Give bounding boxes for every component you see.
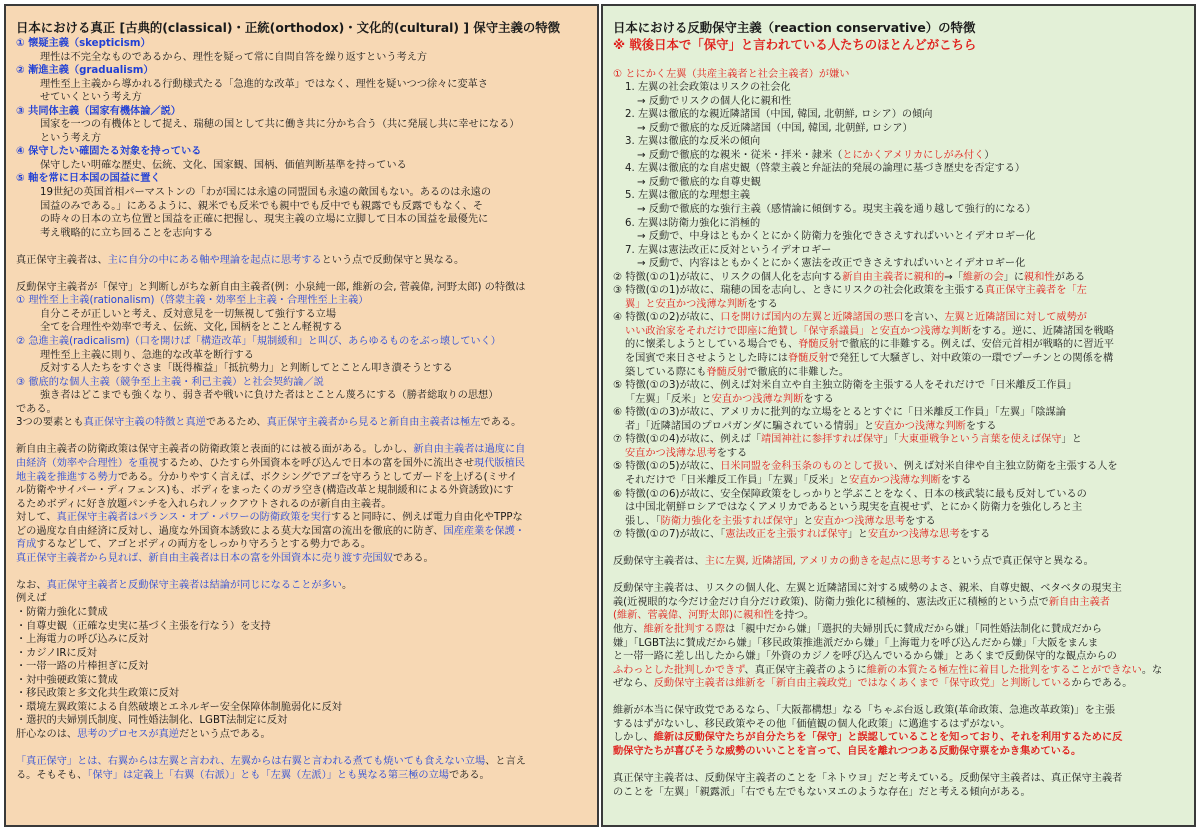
text-segment: で徹底的に非難する。例えば、安倍元首相が戦略的に習近平 (838, 339, 1114, 351)
text-segment: と一帯一路に差し出したから嫌」「外資のカジノを呼び込んでいるから嫌」とあくまで反動保守的な観点からの (613, 651, 1117, 663)
text-segment: ⑦ 特徴(①の4)が故に、例えば「 (613, 434, 761, 446)
text-line (16, 78, 587, 92)
text-segment: ⑥ 特徴(①の3)が故に、アメリカに批判的な立場をとるとすぐに「日米離反工作員」「左翼」「陰謀論 (613, 407, 1066, 419)
text-segment: がある (1054, 271, 1086, 283)
paragraph-spacer (16, 565, 587, 579)
text-line (613, 393, 1184, 407)
text-line (16, 159, 587, 173)
text-line (613, 298, 1184, 312)
text-line (16, 213, 587, 227)
text-segment: 自分こそが正しいと考え、反対意見を一切無視して強行する立場 (40, 308, 337, 320)
text-segment: 保守したい明確な歴史、伝統、文化、国家観、国柄、価値判断基準を持っている (40, 159, 407, 171)
text-segment: は「親中だから嫌」「選択的夫婦別氏に賛成だから嫌」「同性婚法制化に賛成だから (725, 623, 1102, 635)
text-line (613, 420, 1184, 434)
text-line (16, 633, 587, 647)
text-line (613, 718, 1184, 732)
text-segment: 真正保守主義者は、 (16, 254, 108, 266)
text-line (613, 460, 1184, 474)
text-line (613, 704, 1184, 718)
highlighted-text: ④ 保守したい確固たる対象を持っている (16, 146, 202, 158)
highlighted-text: 大東亜戦争という言葉を使えば保守 (898, 434, 1062, 446)
text-segment: →「 (944, 271, 963, 283)
text-line (16, 484, 587, 498)
text-line (16, 443, 587, 457)
highlighted-text: 脊髄反射 (798, 339, 839, 351)
text-segment: 理性至上主義に則り、急進的な改革を断行する (40, 349, 254, 361)
text-segment: である。 (448, 769, 490, 781)
text-line (16, 687, 587, 701)
text-line (613, 474, 1184, 488)
text-line (16, 620, 587, 634)
text-segment: 理性は不完全なものであるから、理性を疑って常に自問自答を繰り返すという考え方 (40, 51, 428, 63)
text-line (16, 552, 587, 566)
text-line (16, 660, 587, 674)
text-line (613, 772, 1184, 786)
text-segment: 反動保守主義者が「保守」と判断しがちな新自由主義者(例：小泉純一郎, 維新の会, 菅義偉, 河野太郎) の特徴は (16, 281, 526, 293)
highlighted-text: 真正保守主義者と反動保守主義者は結論が同じになることが多い (46, 579, 342, 591)
highlighted-text: 新自由主義者に親和的 (842, 271, 945, 283)
text-line (16, 132, 587, 146)
text-line (613, 515, 1184, 529)
text-line (16, 91, 587, 105)
text-segment: 肝心なのは、 (16, 728, 78, 740)
text-segment: だという点である。 (179, 728, 271, 740)
highlighted-text: ③ 共同体主義（国家有機体論／説） (16, 105, 181, 117)
text-segment: 反対する人たちをすぐさま「既得権益」「抵抗勢力」と判断してとことん叩き潰そうとする (40, 363, 453, 375)
highlighted-text: ① 理性至上主義(rationalism)（啓蒙主義・効率至上主義・合理性至上主義） (16, 295, 369, 307)
highlighted-text: 主に自分の中にある軸や理論を起点に思考する (107, 254, 322, 266)
text-segment: をする (940, 474, 972, 486)
highlighted-text: 真正保守主義者を「左 (984, 285, 1087, 297)
text-segment: 。な (1141, 664, 1163, 676)
text-line (613, 731, 1184, 745)
text-segment: ・上海電力の呼び込みに反対 (16, 634, 149, 646)
text-segment: ・移民政策と多文化共生政策に反対 (16, 688, 179, 700)
text-line (16, 321, 587, 335)
highlighted-text: 安直かつ浅薄な判断 (711, 393, 804, 405)
paragraph-spacer (16, 741, 587, 755)
text-line (16, 457, 587, 471)
text-segment: をする (965, 420, 997, 432)
text-line (613, 203, 1184, 217)
text-segment: 4. 左翼は徹底的な自虐史観（啓蒙主義と弁証法的発展の論理に基づき歴史を否定する） (625, 163, 1026, 175)
text-line (16, 674, 587, 688)
highlighted-text: 維新の本質たる極左性に着目した批判をすることができない (866, 664, 1142, 676)
text-segment: ・対中強硬政策に賛成 (16, 674, 118, 686)
text-segment: 、と言え (485, 755, 526, 767)
highlighted-text: 育成 (16, 539, 37, 551)
text-segment: するなどして、アゴとボディの両方をしっかり守ろうとする勢力である。 (36, 539, 372, 551)
text-line (613, 433, 1184, 447)
text-segment: 他方、 (613, 623, 644, 635)
text-segment: 対して、 (16, 512, 57, 524)
text-segment: ・環境左翼政策による自然破壊とエネルギー安全保障体制脆弱化に反対 (16, 701, 342, 713)
text-segment: 真正保守主義者は、反動保守主義者のことを「ネトウヨ」だと考えている。反動保守主義者は、真正保守主義者 (613, 772, 1123, 784)
highlighted-text: ② 漸進主義（gradualism） (16, 65, 154, 77)
text-segment: ② 特徴(①の1)が故に、リスクの個人化を志向する (613, 271, 843, 283)
text-segment: ③ 特徴(①の1)が故に、瑞穂の国を志向し、ときにリスクの社会化政策を主張する (613, 285, 985, 297)
text-line (613, 664, 1184, 678)
text-line (16, 647, 587, 661)
text-line (16, 64, 587, 78)
highlighted-text: 維新を批判する際 (643, 623, 726, 635)
text-segment: 2. 左翼は徹底的な親近隣諸国（中国, 韓国, 北朝鮮, ロシア）の傾向 (625, 109, 933, 121)
text-line (613, 582, 1184, 596)
text-line (613, 244, 1184, 258)
text-line (613, 257, 1184, 271)
text-segment: 1. 左翼の社会政策はリスクの社会化 (625, 82, 791, 94)
text-segment: ⑥ 特徴(①の6)が故に、安全保障政策をしっかりと学ぶことをなく、日本の核武装に最も反対しているの (613, 488, 1087, 500)
text-segment: するはずがないし、移民政策やその他「価値観の個人化政策」に邁進するはずがない。 (613, 718, 1011, 730)
highlighted-text: 「保守」は定義上「右翼（右派）」とも「左翼（左派）」とも異なる第三極の立場 (87, 769, 449, 781)
text-segment: からである。 (1071, 678, 1133, 690)
text-line (613, 135, 1184, 149)
text-line (613, 311, 1184, 325)
text-segment: 嫌」「LGBT法に賛成だから嫌」「移民政策推進派だから嫌」「上海電力を呼び込んだから嫌」「大阪をまんま (613, 637, 1099, 649)
highlighted-text: ② 急進主義(radicalism)（口を開けば「構造改革」「規制緩和」と叫び、あらゆるものをぶっ壊していく） (16, 336, 501, 348)
right-panel-reaction-conservatism (601, 4, 1196, 827)
text-segment: ・一帯一路の片棒担ぎに反対 (16, 661, 149, 673)
text-segment: 築している際にも (625, 366, 707, 378)
text-segment: 反動保守主義者は、 (613, 556, 705, 568)
text-line (613, 677, 1184, 691)
highlighted-text: 靖国神社に参拝すれば保守 (761, 434, 884, 446)
text-line (16, 118, 587, 132)
highlighted-text: ① 懐疑主義（skepticism） (16, 38, 151, 49)
text-line (16, 335, 587, 349)
highlighted-text: 口を開けば国内の左翼と近隣諸国の悪口 (720, 312, 904, 324)
text-line (16, 606, 587, 620)
highlighted-text: 新自由主義者 (1048, 596, 1110, 608)
text-segment: 3. 左翼は徹底的な反米の傾向 (625, 136, 761, 148)
highlighted-text: 真正保守主義者はバランス・オブ・パワーの防衛政策を実行 (56, 512, 331, 524)
highlighted-text: 憲法改正を主張すれば保守 (725, 529, 848, 541)
highlighted-text: 主に左翼, 近隣諸国, アメリカの動きを起点に思考する (704, 556, 952, 568)
text-segment: 張し、「 (625, 515, 661, 527)
text-segment: をする (716, 447, 748, 459)
text-line (613, 488, 1184, 502)
paragraph-spacer (613, 569, 1184, 583)
text-line (16, 51, 587, 65)
text-segment: ・防衛力強化に賛成 (16, 606, 108, 618)
highlighted-text: 現代版植民 (474, 457, 525, 469)
text-line (613, 230, 1184, 244)
text-line (613, 596, 1184, 610)
text-line (16, 701, 587, 715)
highlighted-text: 脊髄反射 (788, 353, 829, 365)
text-segment: をする (959, 529, 991, 541)
text-segment: → 反動で徹底的な強行主義（感情論に傾倒する。現実主義を通り越して強行的になる） (637, 204, 1036, 216)
text-line (16, 728, 587, 742)
text-segment: ⑤ 特徴(①の3)が故に、例えば対米自立や自主独立防衛を主張する人をそれだけで「日米離反工作員」 (613, 380, 1077, 392)
text-line (16, 186, 587, 200)
text-line (16, 172, 587, 186)
text-segment: 維新が本当に保守政党であるなら、「大阪都構想」なる「ちゃぶ台返し政策(革命政策、急進改革政策)」を主張 (613, 705, 1116, 717)
highlighted-text: ① とにかく左翼（共産主義者と社会主義者）が嫌い (613, 68, 850, 80)
text-segment: 」と (793, 515, 814, 527)
highlighted-text: ⑤ 軸を常に日本国の国益に置く (16, 173, 161, 185)
text-line (16, 294, 587, 308)
highlighted-text: 日米同盟を金科玉条のものとして扱い (720, 461, 894, 473)
text-line (16, 281, 587, 295)
text-line (613, 284, 1184, 298)
text-segment: 国益のみである。」にあるように、親米でも反米でも親中でも反中でも親露でも反露でもなく、そ (40, 200, 483, 212)
text-line (613, 786, 1184, 800)
text-segment: 理性至上主義から導かれる行動様式たる「急進的な改革」ではなく、理性を疑いつつ徐々に変革さ (40, 78, 489, 90)
paragraph-spacer (613, 542, 1184, 556)
text-segment: なお、 (16, 579, 47, 591)
text-segment: である。分かりやすく言えば、ボクシングでアゴを守ろうとしてガードを上げる(ミサイ (117, 471, 518, 483)
text-segment: 反動保守主義者は、リスクの個人化、左翼と近隣諸国に対する威勢のよさ、親米、自尊史観、ベタベタの現実主 (613, 583, 1122, 595)
text-line (613, 623, 1184, 637)
text-segment: をする (905, 515, 936, 527)
text-line (613, 81, 1184, 95)
text-line (613, 176, 1184, 190)
text-segment: 全てを合理性や効率で考え、伝統、文化, 国柄をとことん軽視する (40, 322, 343, 334)
text-line (613, 95, 1184, 109)
text-segment: の時々の日本の立ち位置と国益を正確に把握し、現実主義の立場に立脚して日本の国益を最優先に (40, 214, 489, 226)
highlighted-text: 防衛力強化を主張すれば保守 (660, 515, 794, 527)
paragraph-spacer (16, 240, 587, 254)
highlighted-text: 新自由主義者は過度に自 (413, 444, 526, 456)
text-line (613, 406, 1184, 420)
text-segment: である。 (480, 417, 522, 429)
text-line (16, 714, 587, 728)
highlighted-text: 真正保守主義者から見ると新自由主義者は極左 (266, 417, 481, 429)
text-segment: るためボディに好き放題パンチを入れられノックアウトされるのが新自由主義者。 (16, 498, 392, 510)
text-segment: 7. 左翼は憲法改正に反対というイデオロギー (625, 244, 832, 256)
text-segment: ） (984, 149, 995, 161)
text-line (16, 37, 587, 51)
text-segment: 」と (847, 529, 868, 541)
paragraph-spacer (613, 691, 1184, 705)
highlighted-text: 安直かつ浅薄な判断 (849, 474, 941, 486)
text-segment: という点で反動保守と異なる。 (321, 254, 465, 266)
left-panel-title: 日本における真正 [古典的(classical)・正統(orthodox)・文化的(cultural) ] 保守主義の特徴 (16, 20, 561, 35)
text-segment: を国賓で来日させようとした時には (625, 353, 788, 365)
text-line (613, 352, 1184, 366)
text-segment: 」に (1003, 271, 1025, 283)
highlighted-text: ふわっとした批判しかできず (613, 664, 745, 676)
highlighted-text: 反動保守主義者は維新を「新自由主義政党」ではなくあくまで「保守政党」と判断している (653, 678, 1072, 690)
text-segment: ・カジノIRに反対 (16, 647, 97, 659)
text-line (613, 650, 1184, 664)
text-segment: を言い、 (903, 312, 945, 324)
right-panel-title: 日本における反動保守主義（reaction conservative）の特徴 (613, 20, 976, 35)
highlighted-text: 由経済（効率や合理性）を重視 (16, 457, 159, 469)
text-line (16, 362, 587, 376)
text-segment: 」「 (883, 434, 899, 446)
text-line (613, 501, 1184, 515)
text-segment: で発狂して大騒ぎし、対中政策の一環でプーチンとの関係を構 (828, 353, 1114, 365)
text-segment: せていくという考え方 (40, 92, 142, 104)
text-segment: 者」「近隣諸国のプロパガンダに騙されている情弱」と (625, 420, 875, 432)
text-segment: ⑦ 特徴(①の7)が故に、「 (613, 529, 726, 541)
text-line (613, 528, 1184, 542)
text-segment: 、真正保守主義者のように (744, 664, 867, 676)
highlighted-text: 国産産業を保護・ (443, 525, 525, 537)
right-panel-body (613, 54, 1184, 799)
text-line (16, 498, 587, 512)
highlighted-text: 左翼と近隣諸国に対して威勢が (944, 312, 1087, 324)
text-segment: であるため、 (205, 417, 267, 429)
highlighted-text: 地主義を推進する勢力 (16, 471, 118, 483)
text-segment: である。 (16, 403, 57, 415)
text-line (16, 471, 587, 485)
text-segment: それだけで「日米離反工作員」「左翼」「反米」と (625, 474, 850, 486)
text-segment: る。そもそも、 (16, 769, 88, 781)
text-segment: という点で真正保守と異なる。 (951, 556, 1094, 568)
text-line (16, 227, 587, 241)
text-line (16, 376, 587, 390)
text-segment: → 反動で徹底的な反近隣諸国（中国, 韓国, 北朝鮮, ロシア） (637, 122, 913, 134)
text-line (613, 366, 1184, 380)
text-line (16, 105, 587, 119)
highlighted-text: いい政治家をそれだけで即座に絶賛し「保守系議員」と安直かつ浅薄な判断 (625, 325, 972, 337)
text-segment: → 反動でリスクの個人化に親和性 (637, 95, 792, 107)
text-segment: 5. 左翼は徹底的な理想主義 (625, 190, 751, 202)
text-segment: をする (747, 298, 778, 310)
text-segment: をする。逆に、近隣諸国を戦略 (971, 325, 1114, 337)
text-line (613, 338, 1184, 352)
highlighted-text: 安直かつ浅薄な思考 (625, 447, 717, 459)
highlighted-text: 維新は反動保守たちが自分たちを「保守」と誤認していることを知っており、それを利用するために反 (653, 732, 1123, 744)
text-segment: である。 (392, 552, 434, 564)
text-line (613, 162, 1184, 176)
text-segment: どの過度な自由経済に反対し、過度な外国資本誘致による莫大な国富の流出を徹底的に防ぎ、 (16, 525, 444, 537)
highlighted-text: 翼」と安直かつ浅薄な判断 (625, 298, 748, 310)
text-line (613, 609, 1184, 623)
text-line (613, 217, 1184, 231)
text-segment: 的に懐柔しようとしている場合でも、 (625, 339, 799, 351)
text-segment: 」と (1061, 434, 1082, 446)
text-segment: ・選択的夫婦別氏制度、同性婚法制化、LGBT法制定に反対 (16, 715, 288, 727)
text-line (613, 379, 1184, 393)
highlighted-text: 維新の会 (962, 271, 1004, 283)
highlighted-text: 安直かつ浅薄な判断 (874, 420, 966, 432)
text-segment: 強き者はどこまでも強くなり、弱き者や戦いに負けた者はとことん蔑ろにする（勝者総取りの思想） (40, 390, 499, 402)
text-segment: しかし、 (613, 732, 654, 744)
text-segment: 国家を一つの有機体として捉え、瑞穂の国として共に働き共に分かち合う（共に発展し共に幸せになる） (40, 119, 520, 131)
text-line (613, 637, 1184, 651)
text-segment: は中国北朝鮮ロシアではなくアメリカであるという現実を直視せず、とにかく防衛力を強化しろと主 (625, 502, 1083, 514)
text-line (16, 308, 587, 322)
text-line (16, 769, 587, 783)
highlighted-text: 脊髄反射 (706, 366, 748, 378)
highlighted-text: 「真正保守」とは、右翼からは左翼と言われ、左翼からは右翼と言われる煮ても焼いても食えない立場 (16, 755, 486, 767)
text-line (16, 389, 587, 403)
highlighted-text: とにかくアメリカにしがみ付く (842, 149, 985, 161)
text-segment: ・自尊史観（正確な史実に基づく主張を行なう）を支持 (16, 620, 271, 632)
text-line (16, 416, 587, 430)
text-line (613, 68, 1184, 82)
text-segment: で徹底的に非難した。 (747, 366, 850, 378)
text-line (16, 538, 587, 552)
text-segment: 義(近視眼的な今だけ金だけ自分だけ政策)、防衛力強化に積極的、憲法改正に積極的という点で (613, 596, 1049, 608)
text-segment: ④ 特徴(①の2)が故に、 (613, 312, 721, 324)
text-line (16, 592, 587, 606)
paragraph-spacer (16, 430, 587, 444)
text-segment: ⑤ 特徴(①の5)が故に、 (613, 461, 721, 473)
text-segment: 新自由主義者の防衛政策は保守主義者の防衛政策と表面的には被る面がある。しかし、 (16, 444, 414, 456)
text-segment: のことを「左翼」「親露派」「右でも左でもないヌエのような存在」だと考える傾向がある。 (613, 786, 1031, 798)
highlighted-text: 真正保守主義の特徴と真逆 (83, 417, 206, 429)
text-line (16, 511, 587, 525)
highlighted-text: 思考のプロセスが真逆 (77, 728, 179, 740)
text-line (613, 447, 1184, 461)
text-segment: → 反動で徹底的な自尊史観 (637, 176, 761, 188)
highlighted-text: (維新、菅義偉、河野太郎)に親和性 (613, 610, 774, 622)
paragraph-spacer (16, 267, 587, 281)
text-line (613, 122, 1184, 136)
text-line (613, 108, 1184, 122)
left-panel-body (16, 37, 587, 782)
paragraph-spacer (613, 758, 1184, 772)
highlighted-text: 真正保守主義者から見れば、新自由主義者は日本の富を外国資本に売り渡す売国奴 (16, 552, 393, 564)
text-segment: → 反動で徹底的な親米・従米・拝米・隷米（ (637, 149, 843, 161)
highlighted-text: 動保守たちが喜びそうな威勢のいいことを言って、自民を離れつつある反動保守票をかき集めている。 (613, 745, 1082, 757)
highlighted-text: 親和性 (1024, 271, 1055, 283)
left-panel-classical-conservatism (4, 4, 599, 827)
text-line (16, 349, 587, 363)
right-panel-subtitle: ※ 戦後日本で「保守」と言われている人たちのほとんどがこちら (613, 37, 977, 52)
text-line (613, 189, 1184, 203)
text-line (613, 745, 1184, 759)
text-segment: → 反動で、内容はともかくとにかく憲法を改正できさえすればいいとイデオロギー化 (637, 258, 1026, 270)
paragraph-spacer (613, 54, 1184, 68)
highlighted-text: ③ 徹底的な個人主義（競争至上主義・利己主義）と社会契約論／説 (16, 376, 324, 388)
text-line (16, 145, 587, 159)
text-line (613, 271, 1184, 285)
text-line (16, 200, 587, 214)
text-segment: → 反動で、中身はともかくとにかく防衛力を強化できさえすればいいとイデオロギー化 (637, 231, 1036, 243)
text-line (613, 555, 1184, 569)
text-segment: 。 (342, 579, 353, 591)
text-segment: 、例えば対米自律や自主独立防衛を主張する人を (893, 461, 1118, 473)
text-segment: をする (803, 393, 834, 405)
text-line (613, 149, 1184, 163)
text-segment: 6. 左翼は防衛力強化に消極的 (625, 217, 761, 229)
text-line (16, 755, 587, 769)
text-line (16, 254, 587, 268)
text-line (16, 403, 587, 417)
text-segment: を持つ。 (773, 610, 815, 622)
text-line (16, 579, 587, 593)
text-segment: するため、ひたすら外国資本を呼び込んで日本の富を国外に流出させ (158, 457, 475, 469)
text-segment: 例えば (16, 593, 47, 605)
text-segment: 3つの要素とも (16, 417, 84, 429)
text-segment: ル防衛やサイバー・ディフェンス)も、ボディをまったくのガラ空き(構造改革と規制緩和による外資誘致)にす (16, 485, 514, 497)
text-line (613, 325, 1184, 339)
text-segment: 19世紀の英国首相パーマストンの「わが国には永遠の同盟国も永遠の敵国もない。あるのは永遠の (40, 187, 492, 199)
text-segment: 考え戦略的に立ち回ることを志向する (40, 227, 214, 239)
text-segment: という考え方 (40, 132, 102, 144)
highlighted-text: 安直かつ浅薄な思考 (867, 529, 960, 541)
text-segment: ぜなら、 (613, 678, 654, 690)
highlighted-text: 安直かつ浅薄な思考 (813, 515, 906, 527)
text-segment: 「左翼」「反米」と (625, 393, 712, 405)
text-segment: すると同時に、例えば電力自由化やTPPな (331, 512, 523, 524)
text-line (16, 525, 587, 539)
